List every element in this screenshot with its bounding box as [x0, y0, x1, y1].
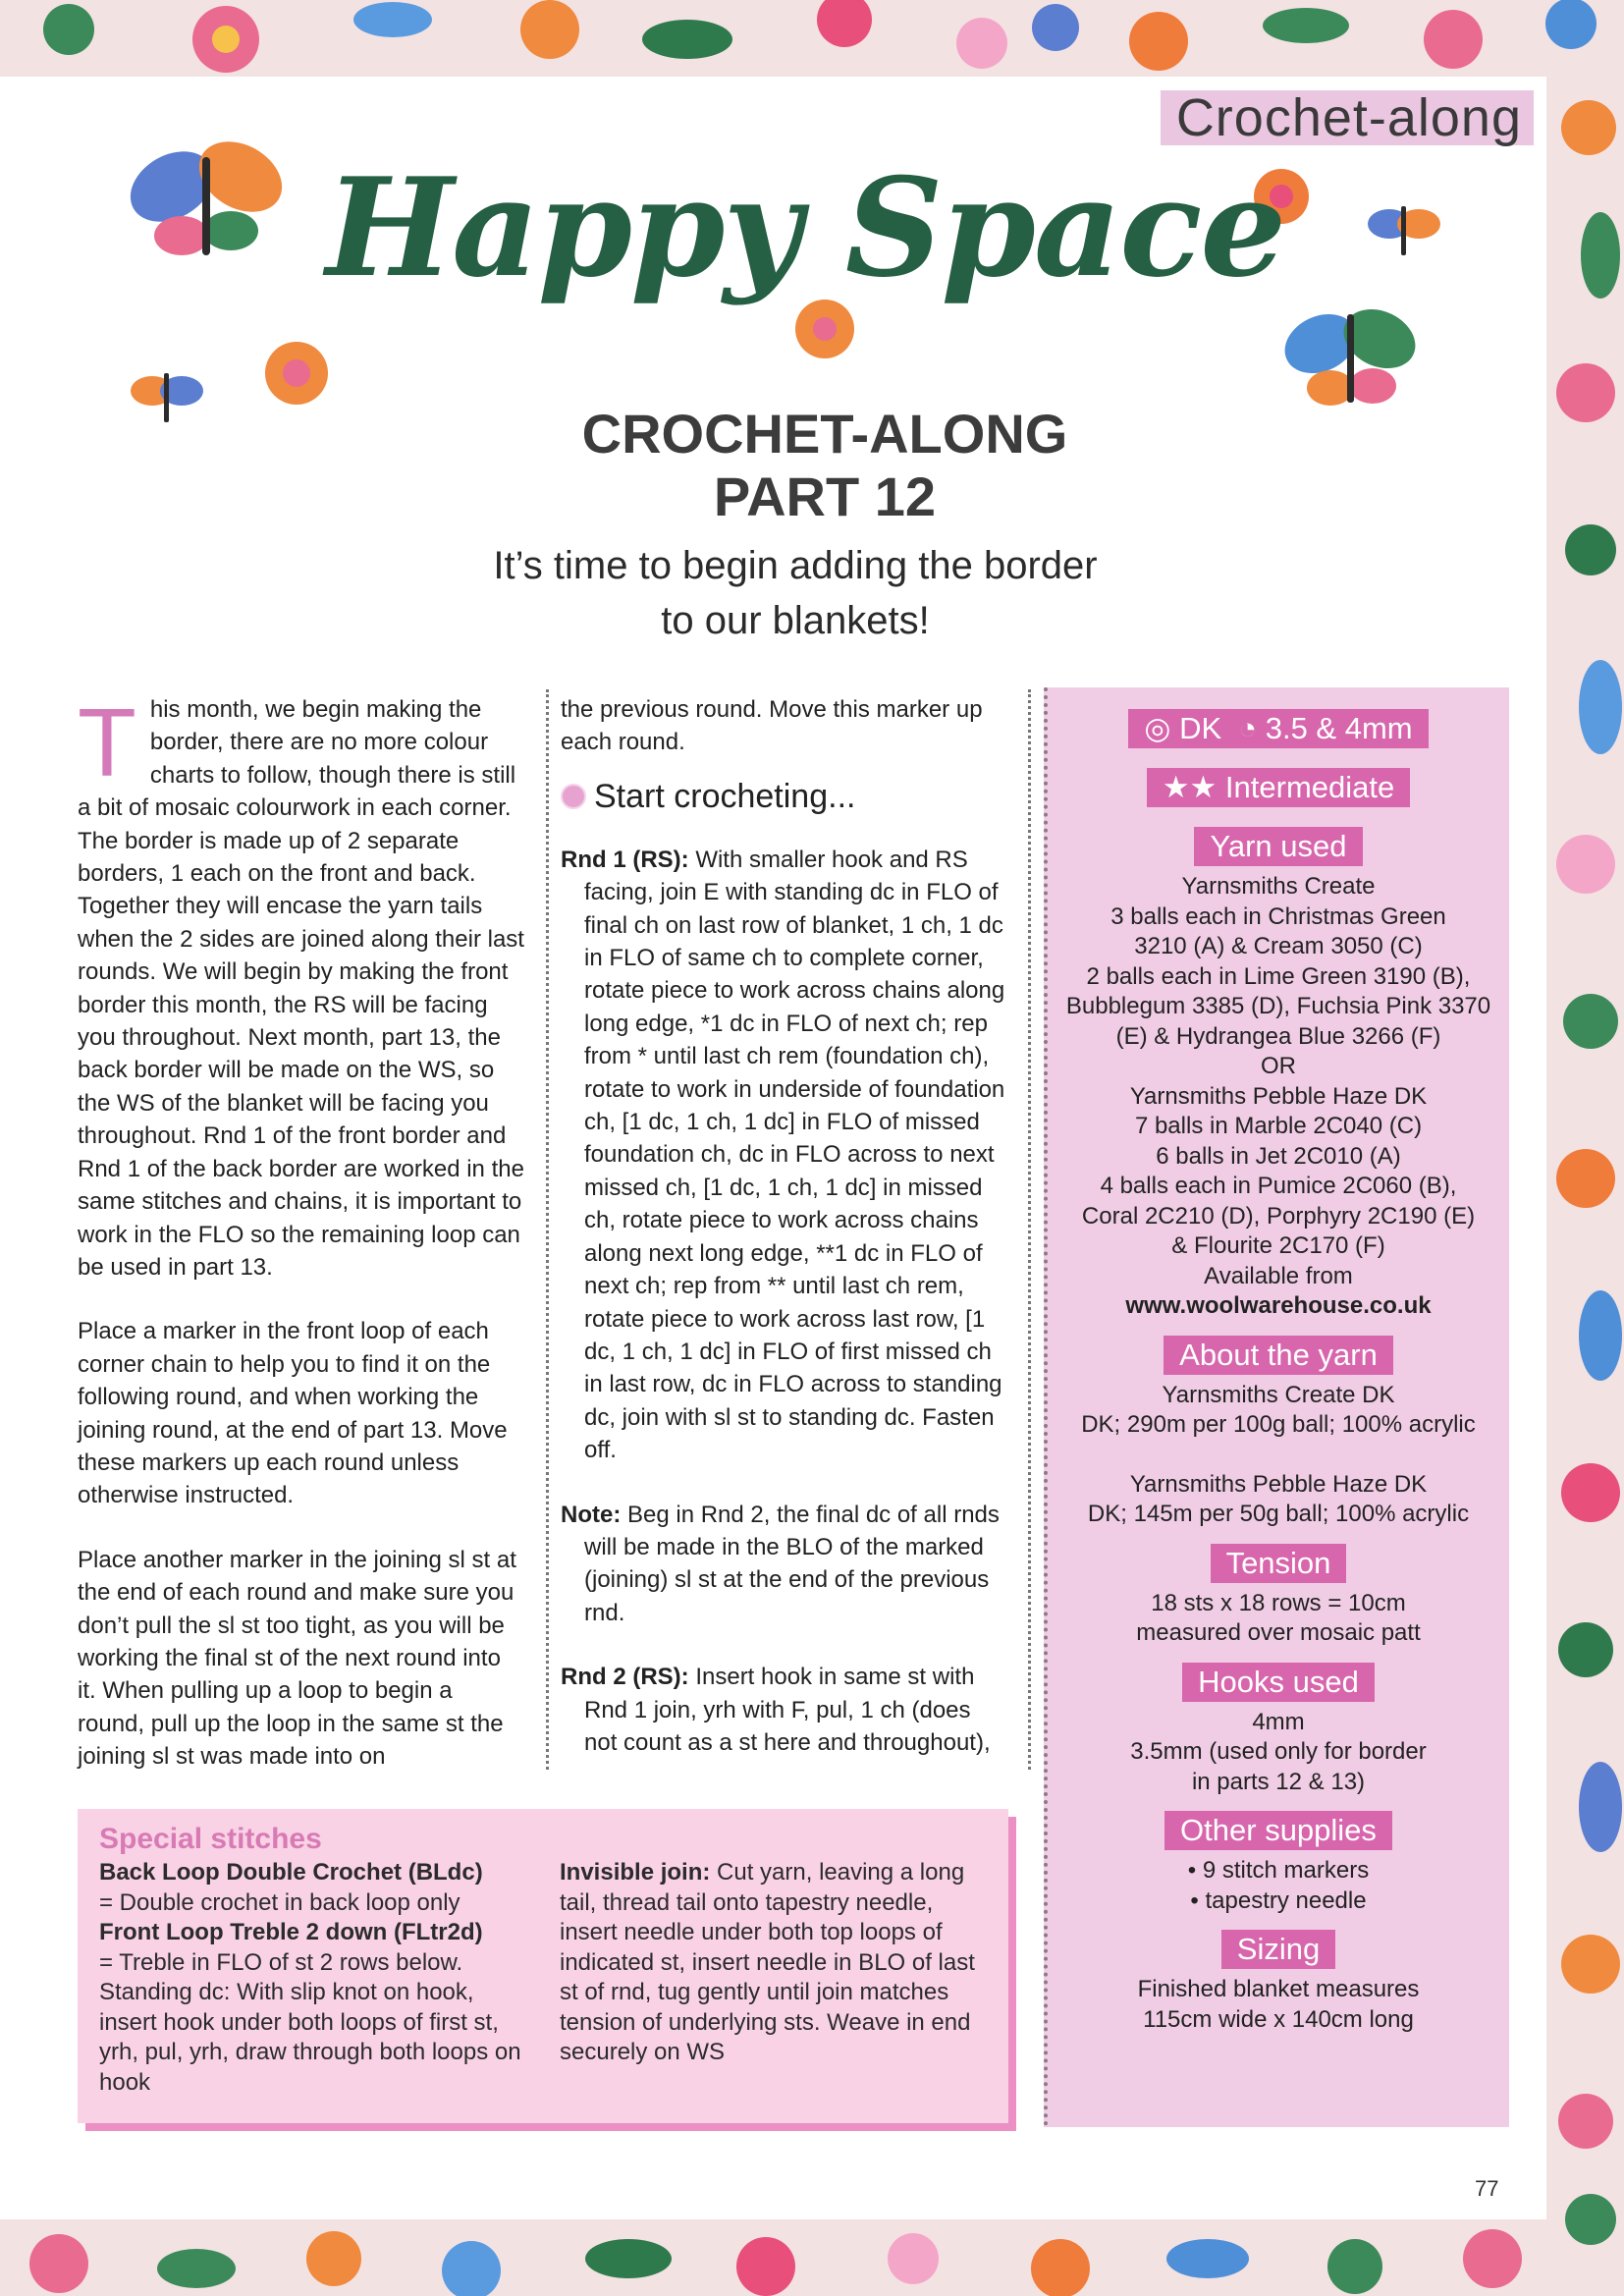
subtitle-line: CROCHET-ALONG	[581, 403, 1068, 465]
round-2-instructions	[561, 1661, 1006, 1759]
info-line: 7 balls in Marble 2C040 (C)	[1134, 1113, 1423, 1139]
stitch-label: Back Loop Double Crochet (BLdc)	[99, 1859, 483, 1886]
info-line: 3210 (A) & Cream 3050 (C)	[1134, 933, 1423, 959]
supplies-list	[1048, 1856, 1509, 1916]
yarn-ball-icon	[561, 784, 586, 809]
round-1-instructions	[561, 844, 1006, 1467]
info-line: DK; 290m per 100g ball; 100% acrylic	[1081, 1411, 1476, 1438]
hook-icon: ◔	[1229, 711, 1266, 745]
stitch-definition: = Treble in FLO of st 2 rows below.	[99, 1948, 463, 1976]
info-line: 115cm wide x 140cm long	[1143, 2005, 1414, 2033]
info-line: 4 balls each in Pumice 2C060 (B),	[1100, 1173, 1457, 1199]
column-divider	[546, 689, 549, 1770]
info-line: 18 sts x 18 rows = 10cm	[1151, 1589, 1406, 1616]
start-heading-text: Start crocheting...	[594, 777, 856, 815]
butterfly-icon	[1276, 290, 1424, 427]
standfirst	[412, 538, 1178, 648]
info-line: Finished blanket measures	[1137, 1976, 1420, 2002]
section-tag: Crochet-along	[1161, 90, 1534, 145]
butterfly-small-icon	[128, 363, 206, 432]
round-text: Insert hook in same st with Rnd 1 join, yrh with F, pul, 1 ch (does not count as a st here and throughout),	[584, 1664, 991, 1756]
hooks-section	[1048, 1663, 1509, 1798]
round-label: Rnd 1 (RS):	[561, 846, 689, 873]
start-crocheting-heading	[561, 777, 1006, 816]
subtitle-line: PART 12	[713, 465, 937, 527]
info-line: (E) & Hydrangea Blue 3266 (F)	[1115, 1022, 1441, 1050]
note-label: Note:	[561, 1501, 622, 1528]
info-line: Bubblegum 3385 (D), Fuchsia Pink 3370	[1065, 993, 1491, 1019]
weight-hook-row	[1048, 709, 1509, 748]
hooks-heading: Hooks used	[1182, 1663, 1375, 1702]
supplies-heading: Other supplies	[1164, 1811, 1392, 1850]
standfirst-line: It’s time to begin adding the border	[493, 544, 1098, 587]
intro-column	[78, 688, 524, 1805]
round-text: With smaller hook and RS facing, join E with standing dc in FLO of final ch on last row of blanket, 1 ch, 1 dc in FLO of same ch to complete corner, rotate piece to work across chains along long edge, *1 dc in FLO of next ch; rep from * until last ch rem (foundation ch), rotate to work in underside of foundation ch, [1 dc, 1 ch, 1 dc] in FLO of missed foundation ch, dc in FLO across to next missed ch, [1 dc, 1 ch, 1 dc] in missed ch, rotate piece to work across chains along next long edge, **1 dc in FLO of next ch; rep from ** until last ch rem, rotate piece to work across last row, [1 dc, 1 ch, 1 dc] in FLO of first missed ch in last row, dc in FLO across to standing dc, join with sl st to standing dc. Fasten off.	[584, 846, 1005, 1464]
supplier-link[interactable]: www.woolwarehouse.co.uk	[1125, 1292, 1432, 1319]
info-line: & Flourite 2C170 (F)	[1171, 1232, 1385, 1259]
stitch-label: Invisible join:	[560, 1859, 711, 1886]
butterfly-icon	[118, 128, 295, 275]
info-line: DK; 145m per 50g ball; 100% acrylic	[1087, 1501, 1470, 1527]
intro-paragraph: Place another marker in the joining sl st at the end of each round and make sure you don’t pull the sl st too tight, as you will be working the final st of the next round into it. When pulling up a loop to begin a round, pull up the loop in the same st the joining sl st was made into on	[78, 1546, 516, 1771]
hooks-list	[1048, 1708, 1509, 1798]
stitch-definition: Standing dc: With slip knot on hook, insert hook under both loops of first st, yrh, pul, yrh, draw through both loops on hook	[99, 1979, 521, 2096]
yarn-used-list	[1048, 872, 1509, 1291]
info-line: Yarnsmiths Create	[1181, 873, 1376, 900]
yarn-ball-icon: ◎	[1144, 711, 1180, 745]
tension-section	[1048, 1544, 1509, 1649]
special-stitches-heading: Special stitches	[99, 1823, 322, 1855]
about-yarn-list	[1048, 1381, 1509, 1441]
subtitle	[432, 403, 1218, 528]
supplies-section	[1048, 1811, 1509, 1916]
standfirst-line: to our blankets!	[661, 599, 930, 642]
sizing-list	[1048, 1975, 1509, 2035]
about-yarn-section	[1048, 1336, 1509, 1530]
info-line: • tapestry needle	[1190, 1886, 1367, 1914]
about-yarn-list	[1048, 1470, 1509, 1530]
butterfly-small-icon	[1365, 196, 1443, 265]
info-line: Yarnsmiths Pebble Haze DK	[1129, 1082, 1428, 1110]
info-line: 4mm	[1252, 1708, 1305, 1735]
weight-hook-pill	[1128, 709, 1428, 748]
page-number: 77	[1475, 2176, 1499, 2201]
note-text: Beg in Rnd 2, the final dc of all rnds will be made in the BLO of the marked (joining) sl st at the end of the previous rnd.	[584, 1501, 1000, 1626]
special-stitches-col-1	[99, 1858, 531, 2098]
info-line: Yarnsmiths Create DK	[1162, 1381, 1395, 1408]
stitch-definition: = Double crochet in back loop only	[99, 1888, 460, 1916]
info-line: Yarnsmiths Pebble Haze DK	[1129, 1470, 1428, 1498]
sizing-section	[1048, 1930, 1509, 2035]
tension-heading: Tension	[1211, 1544, 1347, 1583]
yarn-used-heading: Yarn used	[1194, 827, 1362, 866]
intro-paragraph	[78, 688, 524, 1284]
round-label: Rnd 2 (RS):	[561, 1664, 689, 1691]
column-divider	[1028, 689, 1031, 1770]
level-row	[1048, 768, 1509, 807]
info-line: OR	[1261, 1053, 1296, 1079]
intro-paragraph: Place a marker in the front loop of each corner chain to help you to find it on the following round, and when working the joining round, at the end of part 13. Move these markers up each round unless otherwise instructed.	[78, 1318, 508, 1509]
info-line: 2 balls each in Lime Green 3190 (B),	[1086, 962, 1471, 990]
continued-text: the previous round. Move this marker up each round.	[561, 696, 983, 756]
info-line: Coral 2C210 (D), Porphyry 2C190 (E)	[1081, 1202, 1476, 1230]
info-line: in parts 12 & 13)	[1191, 1768, 1366, 1795]
drop-cap: T	[78, 688, 136, 796]
yarn-used-section	[1048, 827, 1509, 1322]
info-line: measured over mosaic patt	[1136, 1619, 1421, 1646]
flower-icon	[257, 334, 336, 412]
sizing-heading: Sizing	[1221, 1930, 1335, 1969]
intro-text: his month, we begin making the border, there are no more colour charts to follow, though there is still a bit of mosaic colourwork in each corner. The border is made up of 2 separate borders, 1 each on the front and back. Together they will encase the yarn tails when the 2 sides are joined along their last rounds. We will begin by making the front border this month, the RS will be facing you throughout. Next month, part 13, the back border will be made on the WS, so the WS of the blanket will be facing you throughout. Rnd 1 of the front border and Rnd 1 of the back border are worked in the same stitches and chains, it is important to work in the FLO so the remaining loop can be used in part 13.	[78, 696, 524, 1281]
page-title: Happy Space	[325, 147, 1285, 307]
stitch-definition: Cut yarn, leaving a long tail, thread tail onto tapestry needle, insert needle under both top loops of indicated st, insert needle in BLO of last st of rnd, tug gently until join matches tension of underlying sts. Weave in end securely on WS	[560, 1859, 975, 2065]
info-line: 6 balls in Jet 2C010 (A)	[1156, 1142, 1401, 1170]
skill-level: ★★ Intermediate	[1147, 768, 1411, 807]
special-stitches-box	[78, 1809, 1008, 2123]
info-line: • 9 stitch markers	[1187, 1857, 1370, 1884]
pattern-column	[561, 693, 1006, 1790]
tension-list	[1048, 1589, 1509, 1649]
hook-size: 3.5 & 4mm	[1265, 711, 1413, 745]
info-line: 3 balls each in Christmas Green	[1110, 902, 1446, 930]
stitch-label: Front Loop Treble 2 down (FLtr2d)	[99, 1919, 483, 1945]
pattern-info-sidebar	[1044, 687, 1509, 2127]
special-stitches-col-2	[560, 1858, 992, 2068]
note	[561, 1499, 1006, 1630]
about-yarn-heading: About the yarn	[1164, 1336, 1393, 1375]
info-line: 3.5mm (used only for border	[1130, 1738, 1427, 1765]
yarn-weight: DK	[1179, 711, 1222, 745]
info-line: Available from	[1204, 1262, 1353, 1289]
